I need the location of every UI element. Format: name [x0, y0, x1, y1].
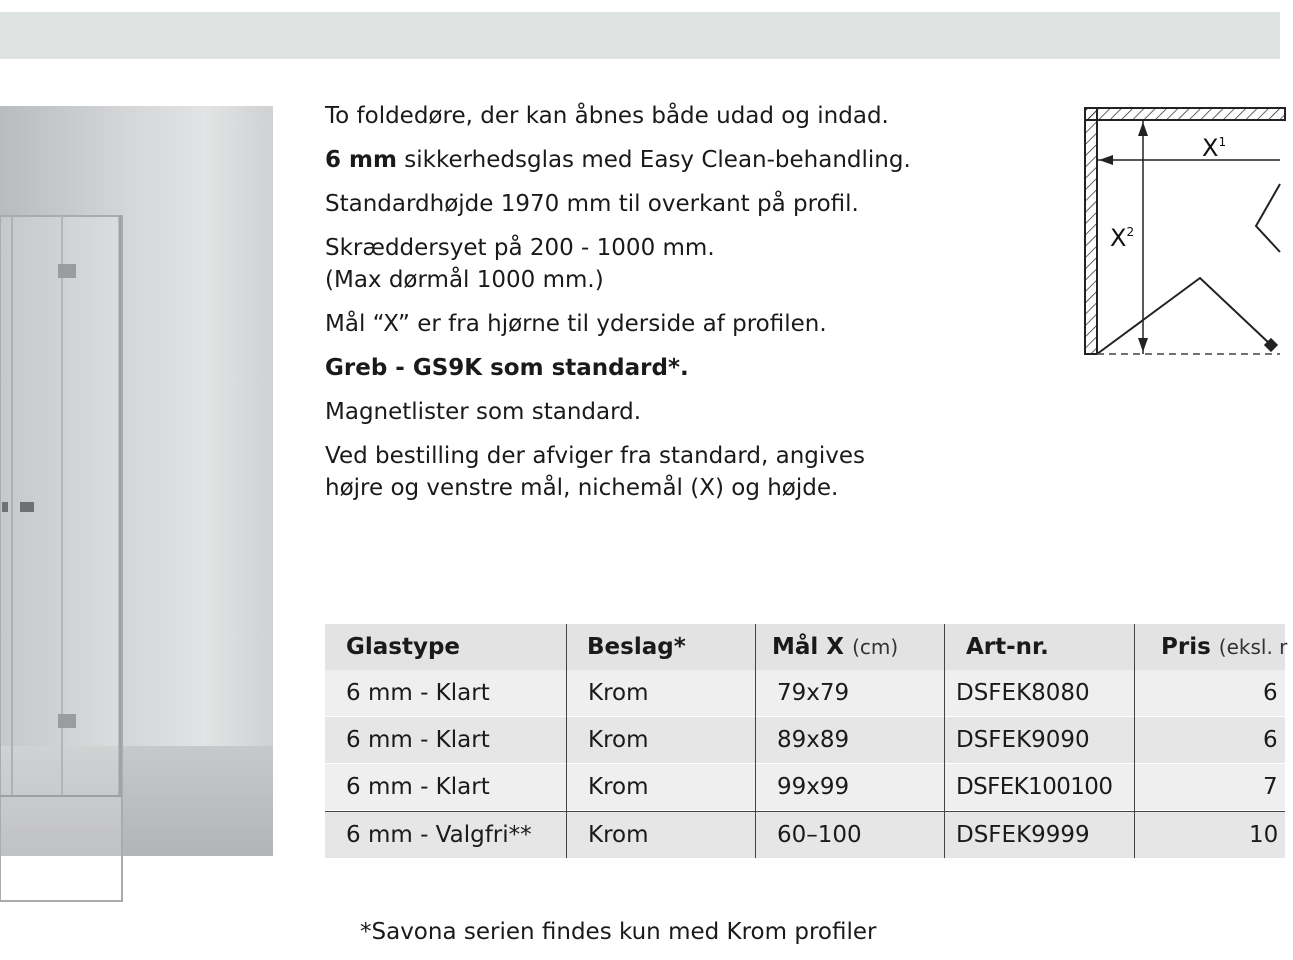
cell-maal: 89x89 [777, 727, 850, 753]
diagram-x2-label: $X^2$ [1110, 224, 1135, 252]
cell-maal: 99x99 [777, 774, 850, 800]
spec-glass-rest: sikkerhedsglas med Easy Clean-behandling. [396, 147, 911, 173]
cell-maal: 60–100 [777, 822, 862, 848]
spec-height: Standardhøjde 1970 mm til overkant på profil. [325, 191, 859, 217]
header-beslag: Beslag* [587, 634, 686, 660]
top-color-band [0, 12, 1280, 59]
spec-ordering: Ved bestilling der afviger fra standard, angives højre og venstre mål, nichemål (X) og højde. [325, 443, 866, 501]
header-glastype: Glastype [346, 634, 461, 660]
header-pris: Pris (eksl. r [1161, 634, 1288, 660]
spec-handle: Greb - GS9K som standard*. [325, 355, 689, 381]
table-divider [566, 624, 567, 858]
cell-glastype: 6 mm - Klart [346, 774, 490, 800]
cell-glastype: 6 mm - Valgfri** [346, 822, 532, 848]
cell-pris: 10 [1249, 822, 1279, 848]
product-spec-list [325, 100, 1025, 516]
cell-artnr: DSFEK100100 [956, 774, 1113, 800]
table-row [325, 812, 1285, 858]
table-header-row [325, 624, 1288, 670]
cell-glastype: 6 mm - Klart [346, 727, 490, 753]
cell-pris: 7 [1263, 774, 1278, 800]
spec-magnet: Magnetlister som standard. [325, 399, 642, 425]
spec-glass [325, 144, 1025, 176]
cell-beslag: Krom [588, 822, 649, 848]
cell-artnr: DSFEK9090 [956, 727, 1090, 753]
table-divider [944, 624, 945, 858]
cell-maal: 79x79 [777, 680, 850, 706]
spec-measure-x: Mål “X” er fra hjørne til yderside af profilen. [325, 311, 827, 337]
table-divider [325, 811, 1285, 812]
table-row [325, 670, 1285, 716]
table-divider [1134, 624, 1135, 858]
dimension-diagram [1080, 104, 1280, 364]
cell-artnr: DSFEK8080 [956, 680, 1090, 706]
header-artnr: Art-nr. [966, 634, 1049, 660]
diagram-x1-label: $X^1$ [1202, 134, 1227, 162]
footnote: *Savona serien findes kun med Krom profiler [360, 919, 877, 945]
table-divider [755, 624, 756, 858]
spec-doors: To foldedøre, der kan åbnes både udad og indad. [325, 103, 889, 129]
cell-glastype: 6 mm - Klart [346, 680, 490, 706]
spec-custom-size: Skræddersyet på 200 - 1000 mm. (Max dørmål 1000 mm.) [325, 235, 715, 293]
cell-beslag: Krom [588, 680, 649, 706]
cell-beslag: Krom [588, 727, 649, 753]
cell-beslag: Krom [588, 774, 649, 800]
spec-glass-thickness: 6 mm [325, 147, 397, 173]
table-row [325, 717, 1285, 763]
cell-pris: 6 [1263, 680, 1278, 706]
header-maal: Mål X (cm) [772, 634, 899, 660]
cell-artnr: DSFEK9999 [956, 822, 1090, 848]
shower-door-illustration [0, 106, 273, 856]
cell-pris: 6 [1263, 727, 1278, 753]
shower-product-photo [0, 106, 273, 856]
table-row [325, 764, 1285, 810]
